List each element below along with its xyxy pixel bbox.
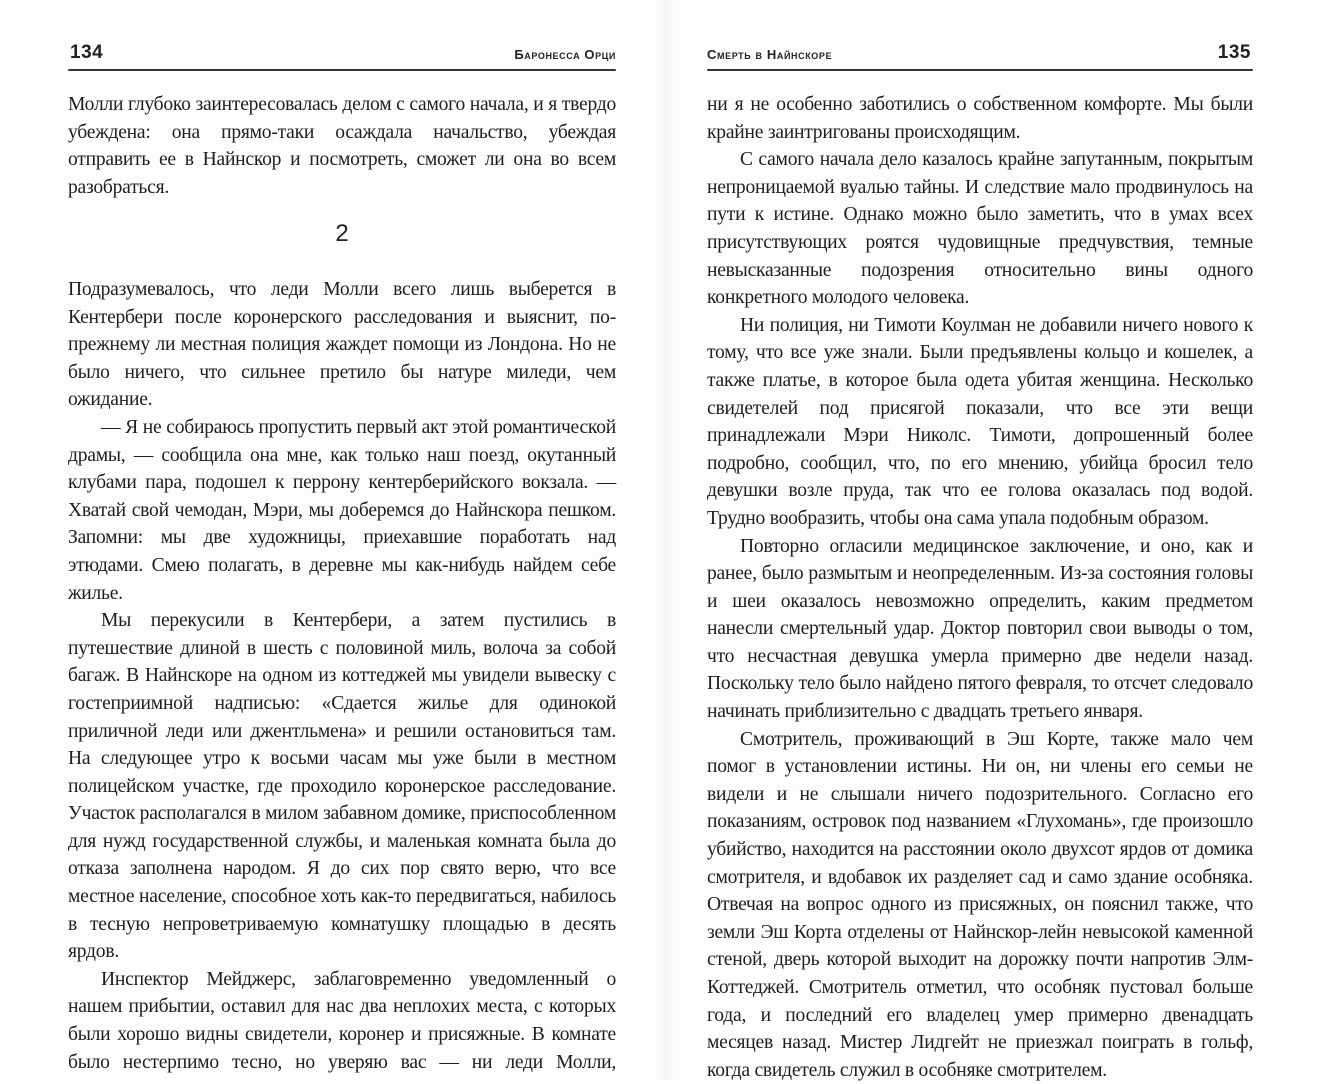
author-running-head: Баронесса Орци [514, 47, 616, 62]
right-body-text [707, 91, 1253, 1084]
right-page [707, 0, 1253, 1080]
header-rule [68, 69, 616, 71]
book-gutter [655, 0, 675, 1080]
left-opening-text [68, 91, 616, 201]
paragraph: Ни полиция, ни Тимоти Коулман не добавили ничего нового к тому, что все уже знали. Были предъявлены кольцо и кошелек, а также платье, в которое была одета убитая женщина. Несколько свидетелей под присягой показали, что все эти вещи принадлежали Мэри Николс. Тимоти, допрошенный более подробно, сообщил, что, по его мнению, убийца бросил тело девушки возле пруда, так что ее голова оказалась под водой. Трудно вообразить, чтобы она сама упала подобным образом. [707, 314, 1253, 529]
paragraph: Молли глубоко заинтересовалась делом с самого начала, и я твердо убеждена: она прямо-таки осаждала начальство, убеждая отправить ее в Найнскор и посмотреть, сможет ли она во всем разобраться. [68, 94, 616, 198]
chapter-number: 2 [335, 220, 349, 247]
paragraph: — Я не собираюсь пропустить первый акт этой романтической драмы, — сообщила она мне, как только наш поезд, окутанный клубами пара, подошел к перрону кентерберийского вокзала. — Хватай свой чемодан, Мэри, мы доберемся до Найнскора пешком. Запомни: мы две художницы, приехавшие поработать над этюдами. Смею полагать, в деревне мы как-нибудь найдем себе жилье. [68, 416, 616, 604]
paragraph: Мы перекусили в Кентербери, а затем пустились в путешествие длиной в шесть с половиной миль, волоча за собой багаж. В Найнскоре на одном из коттеджей мы увидели вывеску с гостеприимной надписью: «Сдается жилье для одинокой приличной леди или джентльмена» и решили остановиться там. На следующее утро к восьми часам мы уже были в местном полицейском участке, где проходило коронерское расследование. Участок располагался в милом забавном домике, приспособленном для нужд государственной службы, и маленькая комната была до отказа заполнена народом. Я до сих пор свято верю, что все местное население, способное хоть как-то передвигаться, набилось в тесную непроветриваемую комнатушку площадью в десять ярдов. [68, 610, 616, 963]
paragraph: Повторно огласили медицинское заключение, и оно, как и ранее, было размытым и неопределенным. Из-за состояния головы и шеи оказалось невозможно определить, каким предметом нанесли смертельный удар. Доктор повторил свои выводы о том, что несчастная девушка умерла примерно две недели назад. Поскольку тело было найдено пятого февраля, то отсчет следовало начинать приблизительно с двадцать третьего января. [707, 535, 1253, 723]
left-page [68, 0, 616, 1080]
paragraph: ни я не особенно заботились о собственном комфорте. Мы были крайне заинтригованы происходящим. [707, 94, 1253, 143]
left-running-head [68, 40, 616, 68]
book-title-running-head: Смерть в Найнскоре [707, 47, 833, 62]
left-body-text [68, 276, 616, 1076]
paragraph: Смотритель, проживающий в Эш Корте, также мало чем помог в установлении истины. Ни он, ни члены его семьи не видели и не слышали ничего подозрительного. Согласно его показаниям, островок под названием «Глухомань», где произошло убийство, находится на расстоянии около двухсот ярдов от домика смотрителя, и вдобавок их разделяет сад и само здание особняка. Отвечая на вопрос одного из присяжных, он пояснил также, что земли Эш Корта отделены от Найнскор-лейн невысокой каменной стеной, дверь которой выходит на дорожку почти напротив Элм-Коттеджей. Смотритель отметил, что особняк пустовал больше года, и последний его владелец умер примерно двенадцать месяцев назад. Мистер Лидгейт не приезжал поиграть в гольф, когда свидетель служил в особняке смотрителем. [707, 728, 1253, 1081]
paragraph: С самого начала дело казалось крайне запутанным, покрытым непроницаемой вуалью тайны. И следствие мало продвинулось на пути к истине. Однако можно было заметить, что в умах всех присутствующих роятся чудовищные предчувствия, темные невысказанные подозрения относительно вины одного конкретного молодого человека. [707, 149, 1253, 309]
page-number: 135 [1217, 42, 1251, 63]
paragraph: Инспектор Мейджерс, заблаговременно уведомленный о нашем прибытии, оставил для нас два неплохих места, с которых были хорошо видны свидетели, коронер и присяжные. В комнате было нестерпимо тесно, но уверяю вас — ни леди Молли, [68, 968, 616, 1073]
paragraph: Подразумевалось, что леди Молли всего лишь выберется в Кентербери после коронерского расследования и выяснит, по-прежнему ли местная полиция жаждет помощи из Лондона. Но не было ничего, что сильнее претило бы натуре миледи, чем ожидание. [68, 279, 616, 411]
page-number: 134 [70, 42, 104, 63]
header-rule [707, 69, 1253, 71]
right-running-head [707, 40, 1253, 68]
